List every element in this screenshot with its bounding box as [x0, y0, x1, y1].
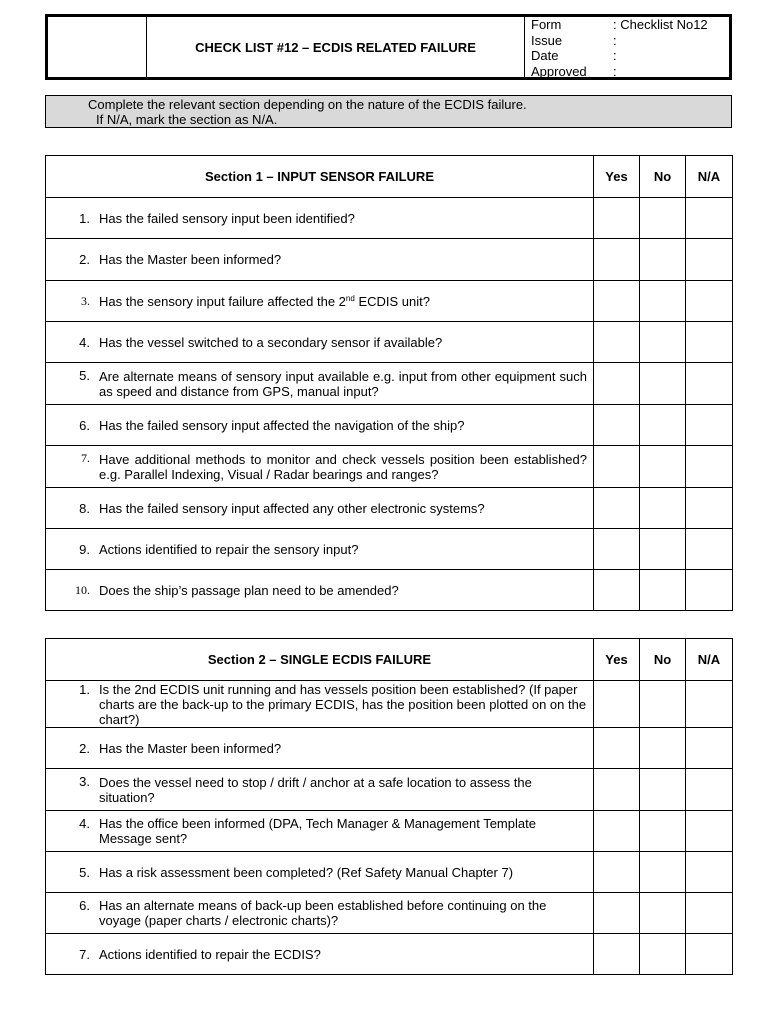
- meta-value: :: [613, 63, 617, 79]
- section-1-title: Section 1 – INPUT SENSOR FAILURE: [46, 156, 594, 198]
- na-checkbox[interactable]: [686, 488, 733, 529]
- na-checkbox[interactable]: [686, 405, 733, 446]
- question-text: Have additional methods to monitor and check vessels position been established? e.g. Parallel Indexing, Visual / Radar bearings and ranges?: [99, 451, 587, 482]
- yes-checkbox[interactable]: [594, 281, 640, 322]
- question-text-part: Has the sensory input failure affected the 2: [99, 293, 346, 309]
- question-cell: [46, 363, 594, 405]
- column-na-header: N/A: [686, 156, 733, 198]
- question-text: Has the office been informed (DPA, Tech Manager & Management Template Message sent?: [99, 816, 536, 846]
- question-number: 10.: [75, 582, 90, 597]
- yes-checkbox[interactable]: [594, 529, 640, 570]
- meta-row-issue: [531, 33, 729, 49]
- table-row: [46, 363, 733, 405]
- no-checkbox[interactable]: [640, 281, 686, 322]
- yes-checkbox[interactable]: [594, 570, 640, 611]
- meta-key: Form: [531, 17, 562, 32]
- question-number: 3.: [81, 293, 90, 308]
- question-cell: [46, 281, 594, 322]
- table-row: [46, 198, 733, 239]
- yes-checkbox[interactable]: [594, 852, 640, 893]
- question-cell: [46, 446, 594, 488]
- question-text: Has a risk assessment been completed? (Ref Safety Manual Chapter 7): [99, 864, 514, 880]
- question-number: 5.: [79, 368, 90, 383]
- column-na-header: N/A: [686, 639, 733, 681]
- question-cell: [46, 322, 594, 363]
- question-text: [99, 294, 430, 309]
- question-text: Has the failed sensory input affected any other electronic systems?: [99, 500, 485, 516]
- question-number: 4.: [79, 334, 90, 350]
- no-checkbox[interactable]: [640, 322, 686, 363]
- question-text: Does the vessel need to stop / drift / anchor at a safe location to assess the situation?: [99, 774, 532, 805]
- question-cell: [46, 728, 594, 769]
- question-cell: [46, 405, 594, 446]
- question-text: Are alternate means of sensory input available e.g. input from other equipment such as speed and distance from GPS, manual input?: [99, 368, 587, 399]
- na-checkbox[interactable]: [686, 570, 733, 611]
- document-header: [45, 14, 732, 80]
- question-number: 1.: [79, 682, 90, 697]
- question-cell: [46, 198, 594, 239]
- question-cell: [46, 529, 594, 570]
- no-checkbox[interactable]: [640, 363, 686, 405]
- na-checkbox[interactable]: [686, 281, 733, 322]
- table-row: [46, 446, 733, 488]
- table-row: [46, 322, 733, 363]
- question-cell: [46, 811, 594, 852]
- no-checkbox[interactable]: [640, 728, 686, 769]
- column-no-header: No: [640, 639, 686, 681]
- column-yes-header: Yes: [594, 156, 640, 198]
- yes-checkbox[interactable]: [594, 681, 640, 728]
- question-text: Actions identified to repair the ECDIS?: [99, 946, 321, 962]
- table-row: [46, 570, 733, 611]
- na-checkbox[interactable]: [686, 728, 733, 769]
- section-2-title: Section 2 – SINGLE ECDIS FAILURE: [46, 639, 594, 681]
- question-text: Has the Master been informed?: [99, 252, 282, 267]
- question-number: 6.: [79, 417, 90, 433]
- table-row: [46, 488, 733, 529]
- table-row: [46, 811, 733, 852]
- na-checkbox[interactable]: [686, 934, 733, 975]
- yes-checkbox[interactable]: [594, 405, 640, 446]
- na-checkbox[interactable]: [686, 893, 733, 934]
- meta-value: :: [613, 48, 617, 63]
- table-row: [46, 934, 733, 975]
- no-checkbox[interactable]: [640, 934, 686, 975]
- yes-checkbox[interactable]: [594, 728, 640, 769]
- table-row: [46, 681, 733, 728]
- logo-placeholder: [48, 17, 147, 77]
- question-number: 1.: [79, 210, 90, 226]
- no-checkbox[interactable]: [640, 893, 686, 934]
- question-cell: [46, 239, 594, 281]
- na-checkbox[interactable]: [686, 322, 733, 363]
- table-row: [46, 769, 733, 811]
- table-row: [46, 529, 733, 570]
- meta-row-approved: [531, 64, 729, 80]
- question-cell: [46, 681, 594, 728]
- meta-value: :: [613, 32, 617, 48]
- section-2-table: [45, 638, 733, 975]
- table-row: [46, 728, 733, 769]
- question-text: Actions identified to repair the sensory input?: [99, 541, 359, 557]
- na-checkbox[interactable]: [686, 446, 733, 488]
- question-cell: [46, 488, 594, 529]
- question-text: Has the failed sensory input been identified?: [99, 210, 355, 226]
- yes-checkbox[interactable]: [594, 322, 640, 363]
- no-checkbox[interactable]: [640, 769, 686, 811]
- yes-checkbox[interactable]: [594, 488, 640, 529]
- no-checkbox[interactable]: [640, 446, 686, 488]
- question-number: 9.: [79, 541, 90, 557]
- document-title: CHECK LIST #12 – ECDIS RELATED FAILURE: [147, 17, 525, 77]
- question-cell: [46, 893, 594, 934]
- na-checkbox[interactable]: [686, 852, 733, 893]
- yes-checkbox[interactable]: [594, 363, 640, 405]
- na-checkbox[interactable]: [686, 363, 733, 405]
- meta-row-form: [531, 17, 729, 33]
- question-text: Has the vessel switched to a secondary sensor if available?: [99, 334, 443, 350]
- question-number: 7.: [79, 946, 90, 962]
- instruction-note: [45, 95, 732, 128]
- meta-row-date: [531, 48, 729, 64]
- question-number: 2.: [79, 252, 90, 267]
- table-row: [46, 405, 733, 446]
- meta-key: Issue: [531, 32, 563, 48]
- yes-checkbox[interactable]: [594, 769, 640, 811]
- question-number: 4.: [79, 816, 90, 831]
- section-2-header-row: [46, 639, 733, 681]
- question-number: 6.: [79, 898, 90, 913]
- table-row: [46, 893, 733, 934]
- section-1-header-row: [46, 156, 733, 198]
- no-checkbox[interactable]: [640, 570, 686, 611]
- question-cell: [46, 570, 594, 611]
- question-text: Has the Master been informed?: [99, 740, 282, 756]
- ordinal-suffix: nd: [345, 293, 355, 303]
- no-checkbox[interactable]: [640, 811, 686, 852]
- na-checkbox[interactable]: [686, 811, 733, 852]
- question-number: 7.: [81, 451, 90, 465]
- table-row: [46, 852, 733, 893]
- question-text: Is the 2nd ECDIS unit running and has vessels position been established? (If paper charts are the back-up to the primary ECDIS, has the position been plotted on on the chart?): [99, 681, 587, 727]
- table-row: [46, 239, 733, 281]
- yes-checkbox[interactable]: [594, 893, 640, 934]
- no-checkbox[interactable]: [640, 681, 686, 728]
- question-number: 8.: [79, 500, 90, 516]
- question-cell: [46, 934, 594, 975]
- question-cell: [46, 852, 594, 893]
- question-text-part: ECDIS unit?: [354, 293, 430, 309]
- na-checkbox[interactable]: [686, 529, 733, 570]
- question-text: Has the failed sensory input affected the navigation of the ship?: [99, 417, 465, 433]
- meta-value: : Checklist No12: [613, 17, 708, 32]
- yes-checkbox[interactable]: [594, 198, 640, 239]
- na-checkbox[interactable]: [686, 239, 733, 281]
- table-row: [46, 281, 733, 322]
- na-checkbox[interactable]: [686, 769, 733, 811]
- no-checkbox[interactable]: [640, 529, 686, 570]
- no-checkbox[interactable]: [640, 488, 686, 529]
- instruction-line-1: Complete the relevant section depending on the nature of the ECDIS failure.: [88, 97, 527, 112]
- no-checkbox[interactable]: [640, 239, 686, 281]
- yes-checkbox[interactable]: [594, 934, 640, 975]
- column-yes-header: Yes: [594, 639, 640, 681]
- column-no-header: No: [640, 156, 686, 198]
- no-checkbox[interactable]: [640, 405, 686, 446]
- na-checkbox[interactable]: [686, 198, 733, 239]
- question-text: Does the ship’s passage plan need to be amended?: [99, 582, 399, 598]
- no-checkbox[interactable]: [640, 852, 686, 893]
- instruction-line-2: If N/A, mark the section as N/A.: [96, 112, 278, 127]
- meta-key: Approved: [531, 63, 587, 79]
- section-1-table: [45, 155, 733, 611]
- question-text: Has an alternate means of back-up been established before continuing on the voyage (paper charts / electronic charts)?: [99, 898, 547, 928]
- yes-checkbox[interactable]: [594, 239, 640, 281]
- question-number: 5.: [79, 864, 90, 880]
- question-cell: [46, 769, 594, 811]
- no-checkbox[interactable]: [640, 198, 686, 239]
- yes-checkbox[interactable]: [594, 446, 640, 488]
- na-checkbox[interactable]: [686, 681, 733, 728]
- meta-key: Date: [531, 48, 559, 63]
- question-number: 3.: [79, 774, 90, 789]
- yes-checkbox[interactable]: [594, 811, 640, 852]
- document-meta: [525, 17, 729, 77]
- question-number: 2.: [79, 740, 90, 756]
